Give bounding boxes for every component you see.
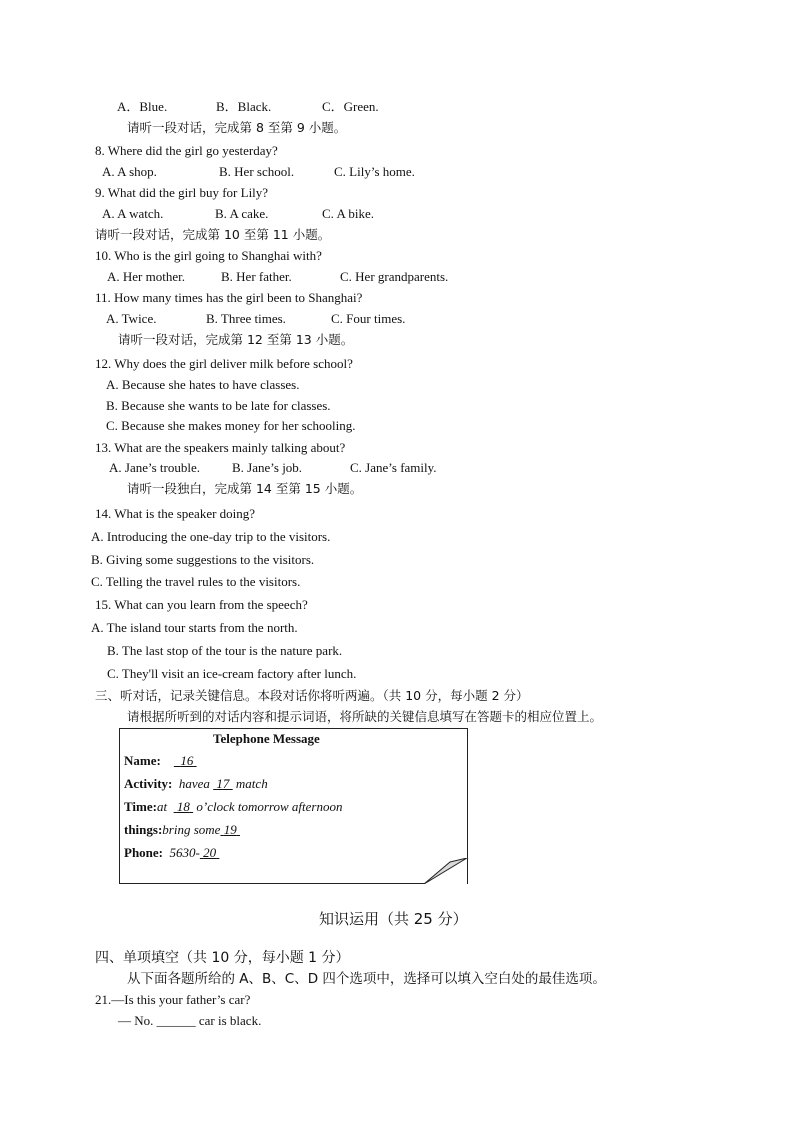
blank-17-number: 17	[216, 776, 230, 791]
instruction-q8-q9: 请听一段对话，完成第 8 至第 9 小题。	[127, 120, 347, 135]
q10-question: 10. Who is the girl going to Shanghai with?	[95, 248, 322, 263]
section4-heading: 四、单项填空（共 10 分，每小题 1 分）	[95, 950, 350, 966]
blank-16-number: 16	[180, 753, 194, 768]
activity-suffix: match	[235, 776, 268, 791]
q14-option-c: C. Telling the travel rules to the visitors.	[91, 574, 301, 589]
q13-option-a: A. Jane’s trouble.	[109, 460, 200, 475]
page-curl-icon	[420, 858, 468, 884]
q7-option-b: B．Black.	[216, 99, 272, 114]
q10-option-b: B. Her father.	[221, 269, 292, 284]
activity-prefix: havea	[178, 776, 210, 791]
q12-option-b: B. Because she wants to be late for classes.	[106, 398, 331, 413]
name-label: Name:	[124, 753, 161, 768]
phone-prefix: 5630-	[169, 845, 200, 860]
q15-option-b: B. The last stop of the tour is the nature park.	[107, 643, 343, 658]
instruction-q14-q15: 请听一段独白，完成第 14 至第 15 小题。	[127, 481, 363, 496]
q13-option-b: B. Jane’s job.	[232, 460, 303, 475]
q9-option-c: C. A bike.	[322, 206, 375, 221]
q11-option-c: C. Four times.	[331, 311, 406, 326]
blank-16	[174, 753, 197, 768]
activity-label: Activity:	[124, 776, 173, 791]
q10-option-c: C. Her grandparents.	[340, 269, 449, 284]
q7-option-a: A．Blue.	[117, 99, 168, 114]
instruction-q12-q13: 请听一段对话，完成第 12 至第 13 小题。	[118, 332, 354, 347]
time-prefix: at	[156, 799, 168, 814]
q12-option-a: A. Because she hates to have classes.	[106, 377, 300, 392]
blank-18	[174, 799, 194, 814]
q21-line2: — No. ______ car is black.	[118, 1013, 262, 1028]
blank-20-number: 20	[203, 845, 217, 860]
blank-19	[220, 822, 240, 837]
message-activity-row	[124, 776, 268, 792]
q14-option-a: A. Introducing the one-day trip to the visitors.	[91, 529, 331, 544]
q8-question: 8. Where did the girl go yesterday?	[95, 143, 278, 158]
q15-option-a: A. The island tour starts from the north.	[91, 620, 298, 635]
q11-option-b: B. Three times.	[206, 311, 286, 326]
q9-question: 9. What did the girl buy for Lily?	[95, 185, 269, 200]
phone-label: Phone:	[124, 845, 163, 860]
q14-question: 14. What is the speaker doing?	[95, 506, 256, 521]
q9-option-a: A. A watch.	[102, 206, 164, 221]
blank-17	[213, 776, 233, 791]
blank-18-number: 18	[176, 799, 190, 814]
q8-option-a: A. A shop.	[102, 164, 157, 179]
q15-question: 15. What can you learn from the speech?	[95, 597, 308, 612]
q12-option-c: C. Because she makes money for her schooling.	[106, 418, 356, 433]
q8-option-b: B. Her school.	[219, 164, 295, 179]
q7-option-c: C．Green.	[322, 99, 379, 114]
section3-heading: 三、听对话，记录关键信息。本段对话你将听两遍。（共 10 分，每小题 2 分）	[95, 688, 529, 703]
q9-option-b: B. A cake.	[215, 206, 269, 221]
message-name-row	[124, 753, 197, 769]
q21-line1: 21.—Is this your father’s car?	[95, 992, 251, 1007]
section4-instruction: 从下面各题所给的 A、B、C、D 四个选项中，选择可以填入空白处的最佳选项。	[127, 971, 606, 987]
message-time-row	[124, 799, 342, 815]
blank-20	[200, 845, 220, 860]
section3-instruction: 请根据所听到的对话内容和提示词语，将所缺的关键信息填写在答题卡的相应位置上。	[127, 709, 603, 724]
things-label: things:	[124, 822, 163, 837]
q13-option-c: C. Jane’s family.	[350, 460, 437, 475]
message-phone-row	[124, 845, 219, 861]
q10-option-a: A. Her mother.	[107, 269, 185, 284]
message-things-row	[124, 822, 240, 838]
q15-option-c: C. They'll visit an ice-cream factory after lunch.	[107, 666, 357, 681]
q11-question: 11. How many times has the girl been to Shanghai?	[95, 290, 363, 305]
q13-question: 13. What are the speakers mainly talking about?	[95, 440, 346, 455]
instruction-q10-q11: 请听一段对话，完成第 10 至第 11 小题。	[95, 227, 331, 242]
q12-question: 12. Why does the girl deliver milk before school?	[95, 356, 353, 371]
blank-19-number: 19	[223, 822, 237, 837]
time-label: Time:	[124, 799, 157, 814]
part-title: 知识运用（共 25 分）	[319, 910, 468, 928]
time-suffix: o’clock tomorrow afternoon	[196, 799, 343, 814]
q14-option-b: B. Giving some suggestions to the visitors.	[91, 552, 315, 567]
things-prefix: bring some	[162, 822, 221, 837]
q8-option-c: C. Lily’s home.	[334, 164, 415, 179]
q11-option-a: A. Twice.	[106, 311, 157, 326]
message-title: Telephone Message	[213, 731, 320, 746]
